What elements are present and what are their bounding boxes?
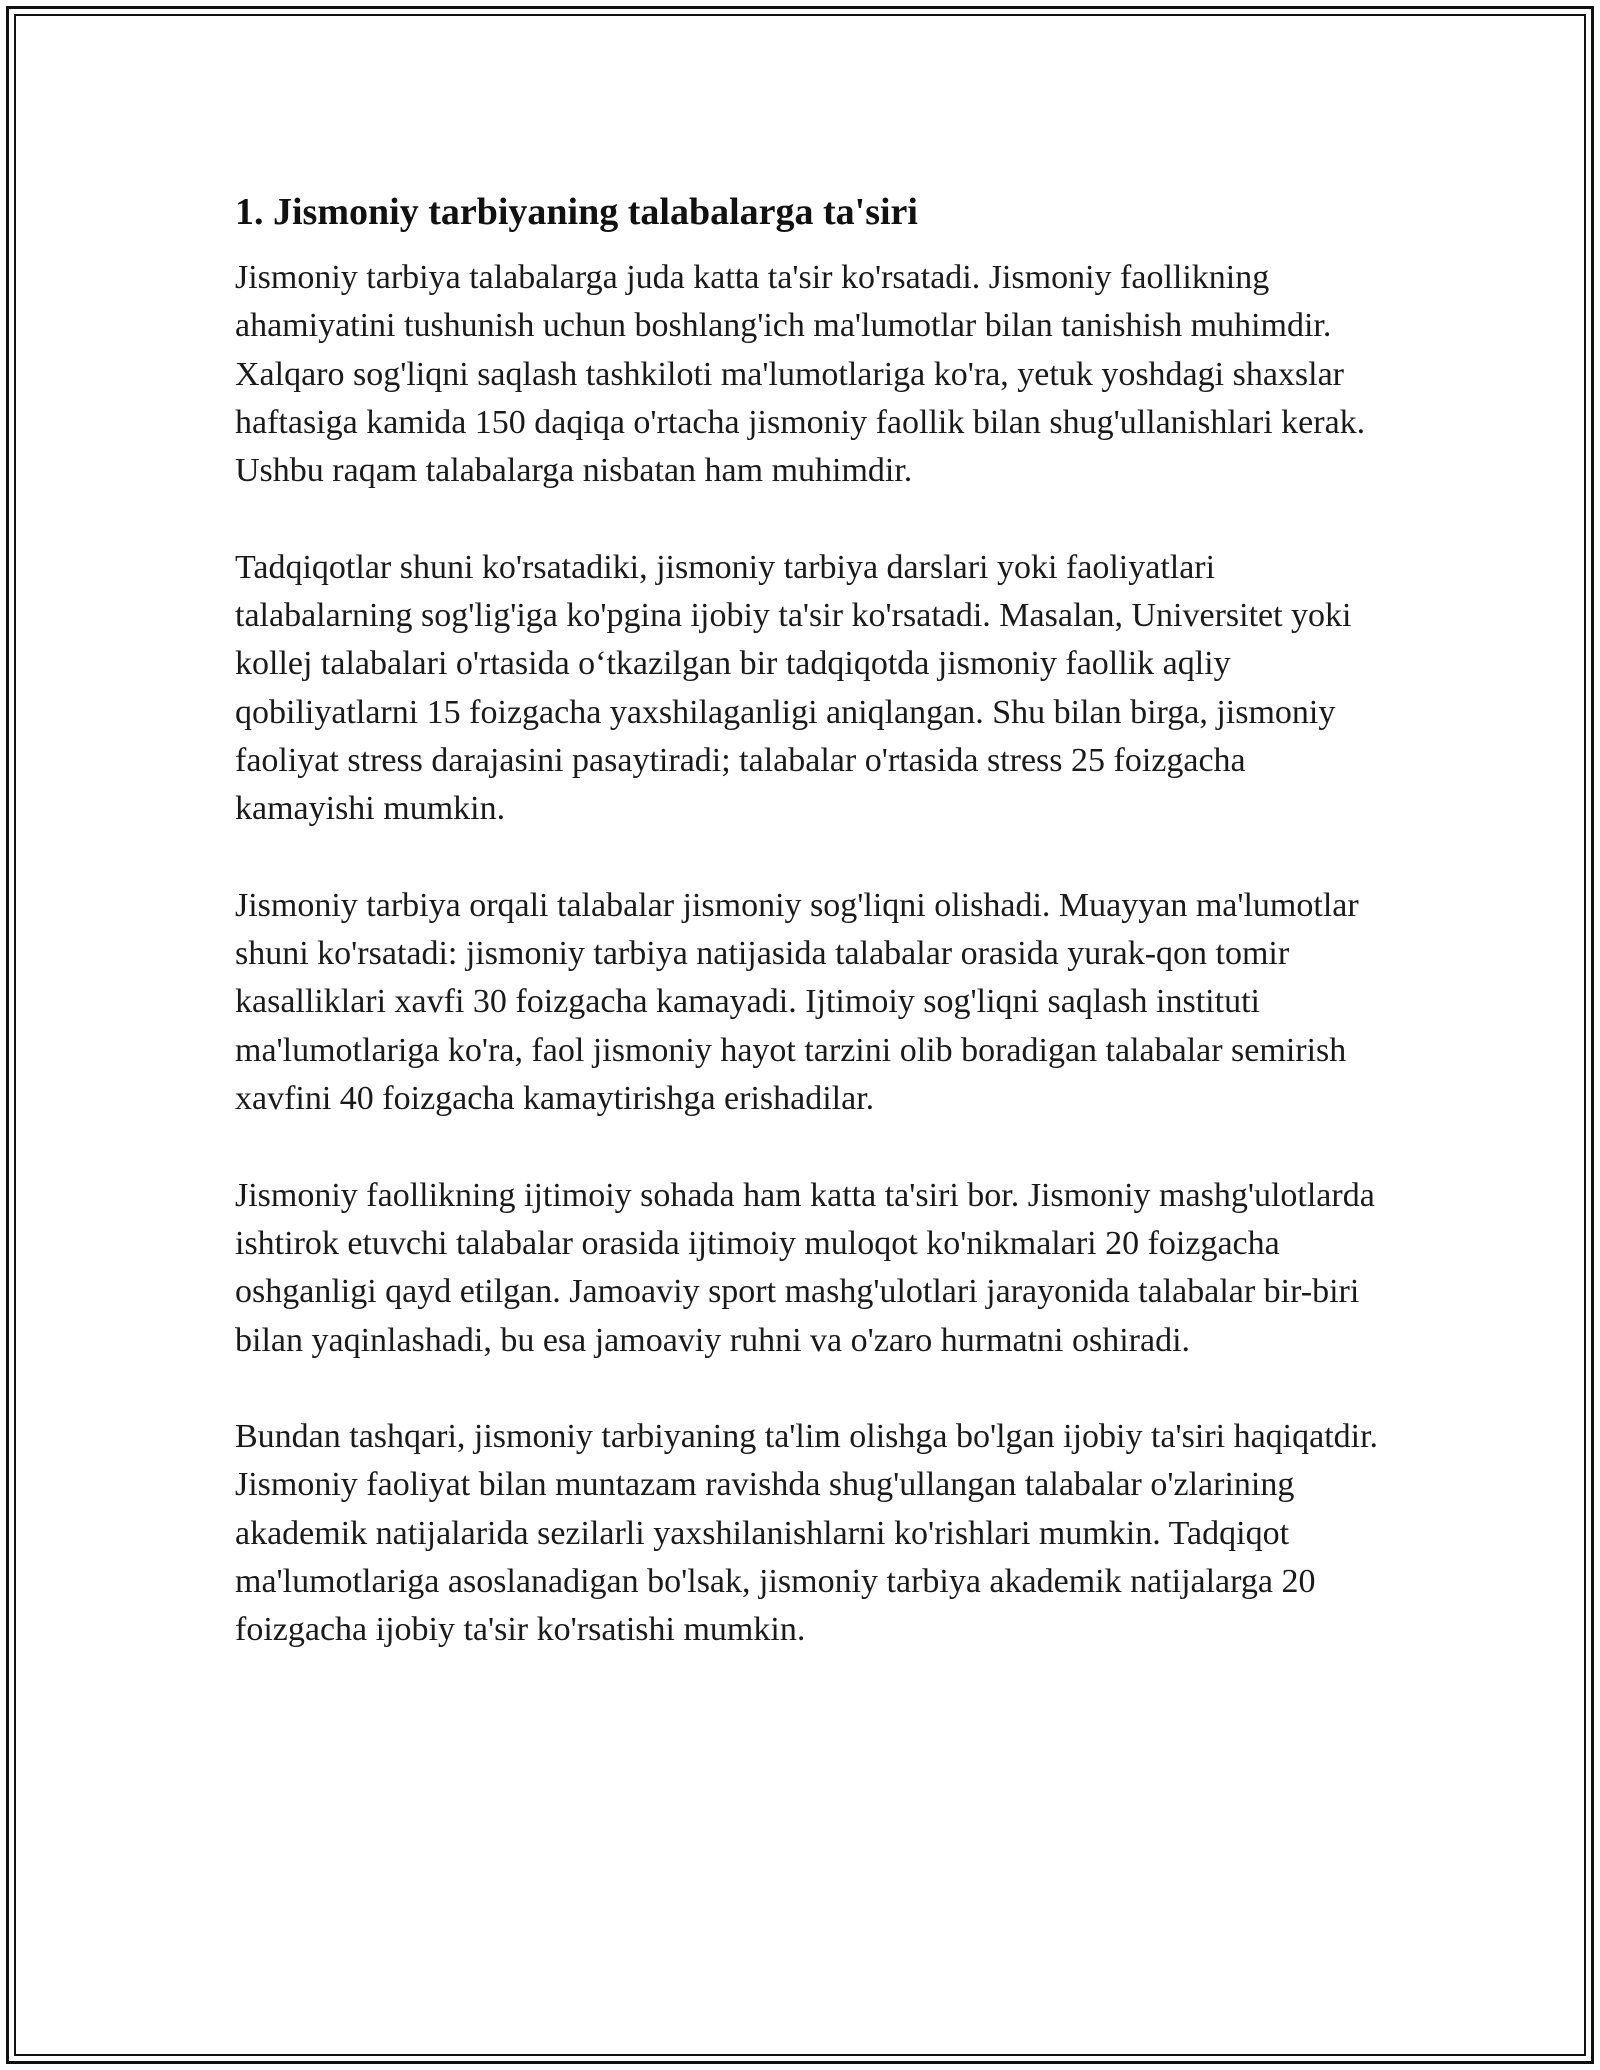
section-heading: 1. Jismoniy tarbiyaning talabalarga ta'siri [235, 191, 918, 233]
document-body [235, 188, 1385, 1703]
paragraph-1: Jismoniy tarbiya talabalarga juda katta ta'sir ko'rsatadi. Jismoniy faollikning ahamiyatini tushunish uchun boshlang'ich ma'lumotlar bilan tanishish muhimdir. Xalqaro sog'liqni saqlash tashkiloti ma'lumotlariga ko'ra, yetuk yoshdagi shaxslar haftasiga kamida 150 daqiqa o'rtacha jismoniy faollik bilan shug'ullanishlari kerak. Ushbu raqam talabalarga nisbatan ham muhimdir. [235, 259, 1366, 490]
paragraph-4: Jismoniy faollikning ijtimoiy sohada ham katta ta'siri bor. Jismoniy mashg'ulotlarda ishtirok etuvchi talabalar orasida ijtimoiy muloqot ko'nikmalari 20 foizgacha oshganligi qayd etilgan. Jamoaviy sport mashg'ulotlari jarayonida talabalar bir-biri bilan yaqinlashadi, bu esa jamoaviy ruhni va o'zaro hurmatni oshiradi. [235, 1176, 1375, 1359]
paragraph-3: Jismoniy tarbiya orqali talabalar jismoniy sog'liqni olishadi. Muayyan ma'lumotlar shuni ko'rsatadi: jismoniy tarbiya natijasida talabalar orasida yurak-qon tomir kasalliklari xavfi 30 foizgacha kamayadi. Ijtimoiy sog'liqni saqlash instituti ma'lumotlariga ko'ra, faol jismoniy hayot tarzini olib boradigan talabalar semirish xavfini 40 foizgacha kamaytirishga erishadilar. [235, 886, 1359, 1118]
paragraph-5: Bundan tashqari, jismoniy tarbiyaning ta'lim olishga bo'lgan ijobiy ta'siri haqiqatdir. Jismoniy faoliyat bilan muntazam ravishda shug'ullangan talabalar o'zlarining akademik natijalarida sezilarli yaxshilanishlarni ko'rishlari mumkin. Tadqiqot ma'lumotlariga asoslanadigan bo'lsak, jismoniy tarbiya akademik natijalarga 20 foizgacha ijobiy ta'sir ko'rsatishi mumkin. [235, 1418, 1379, 1649]
paragraph-2: Tadqiqotlar shuni ko'rsatadiki, jismoniy tarbiya darslari yoki faoliyatlari talabalarning sog'lig'iga ko'pgina ijobiy ta'sir ko'rsatadi. Masalan, Universitet yoki kollej talabalari o'rtasida o‘tkazilgan bir tadqiqotda jismoniy faollik aqliy qobiliyatlarni 15 foizgacha yaxshilaganligi aniqlangan. Shu bilan birga, jismoniy faoliyat stress darajasini pasaytiradi; talabalar o'rtasida stress 25 foizgacha kamayishi mumkin. [235, 548, 1352, 828]
